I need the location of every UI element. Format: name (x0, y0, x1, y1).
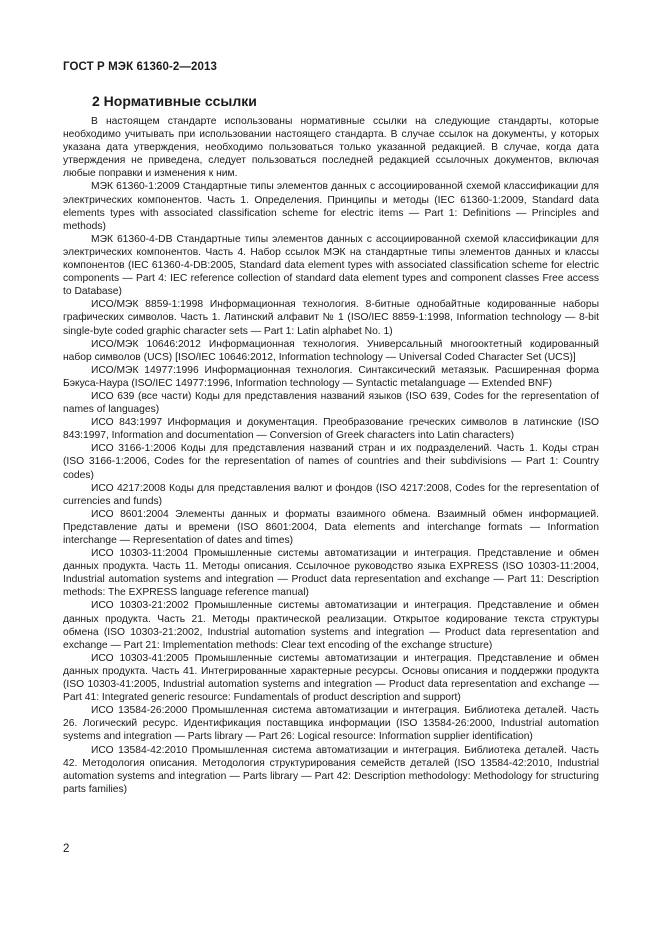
reference-iso-10303-11: ИСО 10303-11:2004 Промышленные системы автоматизации и интеграция. Представление и обмен данных продукта. Часть 11. Методы описания. Ссылочное руководство языка EXPRESS (ISO 10303-11:2004, Industrial automation systems and integration — Product data representation and exchange — Part 11: Description methods: The EXPRESS language reference manual) (63, 548, 599, 599)
reference-iso-10303-21: ИСО 10303-21:2002 Промышленные системы автоматизации и интеграция. Представление и обмен данных продукта. Часть 21. Методы практической реализации. Открытое кодирование текста структуры обмена (ISO 10303-21:2002, Industrial automation systems and integration — Product data representation and exchange — Part 21: Implementation methods: Clear text encoding of the exchange structure) (63, 600, 599, 651)
reference-iso-iec-14977: ИСО/МЭК 14977:1996 Информационная технология. Синтаксический метаязык. Расширенная форма Бэкуса-Наура (ISO/IEC 14977:1996, Information technology — Syntactic metalanguage — Extended BNF) (63, 364, 599, 389)
reference-iso-843: ИСО 843:1997 Информация и документация. Преобразование греческих символов в латинские (ISO 843:1997, Information and documentation — Conversion of Greek characters into Latin characters) (63, 417, 599, 442)
section-title: 2 Нормативные ссылки (92, 93, 257, 109)
reference-iso-iec-8859-1: ИСО/МЭК 8859-1:1998 Информационная технология. 8-битные однобайтные кодированные наборы графических символов. Часть 1. Латинский алфавит № 1 (ISO/IEC 8859-1:1998, Information technology — 8-bit single-byte coded graphic character sets — Part 1: Latin alphabet No. 1) (63, 299, 599, 337)
reference-iso-iec-10646: ИСО/МЭК 10646:2012 Информационная технология. Универсальный многооктетный кодированный набор символов (UCS) [ISO/IEC 10646:2012, Information technology — Universal Coded Character Set (UCS)] (63, 338, 599, 363)
intro-paragraph: В настоящем стандарте использованы нормативные ссылки на следующие стандарты, которые необходимо учитывать при использовании настоящего стандарта. В случае ссылок на документы, у которых указана дата утверждения, необходимо пользоваться только указанной редакцией. В случае, когда дата утверждения не приведена, следует пользоваться последней редакцией ссылочных документов, включая любые поправки и изменения к ним. (63, 116, 599, 180)
reference-iso-13584-26: ИСО 13584-26:2000 Промышленная система автоматизации и интеграция. Библиотека деталей. Часть 26. Логический ресурс. Идентификация поставщика информации (ISO 13584-26:2000, Industrial automation systems and integration — Parts library — Part 26: Logical resource: Information supplier identification) (63, 705, 599, 743)
reference-iso-10303-41: ИСО 10303-41:2005 Промышленные системы автоматизации и интеграция. Представление и обмен данных продукта. Часть 41. Интегрированные характерные ресурсы. Основы описания и поддержки продукта (ISO 10303-41:2005, Industrial automation systems and integration — Product data representation and exchange — Part 41: Integrated generic resource: Fundamentals of product description and support) (63, 652, 599, 704)
reference-iec-61360-1: МЭК 61360-1:2009 Стандартные типы элементов данных с ассоциированной схемой классификации для электрических компонентов. Часть 1. Определения. Принципы и методы (IEC 61360-1:2009, Standard data elements types with associated classification scheme for electric items — Part 1: Definitions — Principles and methods) (63, 181, 599, 232)
references-body (63, 115, 599, 796)
reference-iso-8601: ИСО 8601:2004 Элементы данных и форматы взаимного обмена. Взаимный обмен информацией. Представление даты и времени (ISO 8601:2004, Data elements and interchange formats — Information interchange — Representation of dates and times) (63, 508, 599, 546)
reference-iec-61360-4-db: МЭК 61360-4-DB Стандартные типы элементов данных с ассоциированной схемой классификации для электрических компонентов. Часть 4. Набор ссылок МЭК на стандартные типы элементов данных и классы компонентов (IEC 61360-4-DB:2005, Standard data element types with associated classification scheme for electric components — Part 4: IEC reference collection of standard data element types and component classes Free access to Database) (63, 233, 599, 298)
reference-iso-3166-1: ИСО 3166-1:2006 Коды для представления названий стран и их подразделений. Часть 1. Коды стран (ISO 3166-1:2006, Codes for the representation of names of countries and their subdivisions — Part 1: Country codes) (63, 443, 599, 481)
page-number: 2 (63, 843, 70, 855)
reference-iso-13584-42: ИСО 13584-42:2010 Промышленная система автоматизации и интеграция. Библиотека деталей. Часть 42. Методология описания. Методология структурирования семейств деталей (ISO 13584-42:2010, Industrial automation systems and integration — Parts library — Part 42: Description methodology: Methodology for structuring parts families) (63, 744, 599, 795)
reference-iso-639: ИСО 639 (все части) Коды для представления названий языков (ISO 639, Codes for the representation of names of languages) (63, 390, 599, 416)
reference-iso-4217: ИСО 4217:2008 Коды для представления валют и фондов (ISO 4217:2008, Codes for the representation of currencies and funds) (63, 482, 599, 507)
document-header: ГОСТ Р МЭК 61360-2—2013 (63, 61, 217, 73)
